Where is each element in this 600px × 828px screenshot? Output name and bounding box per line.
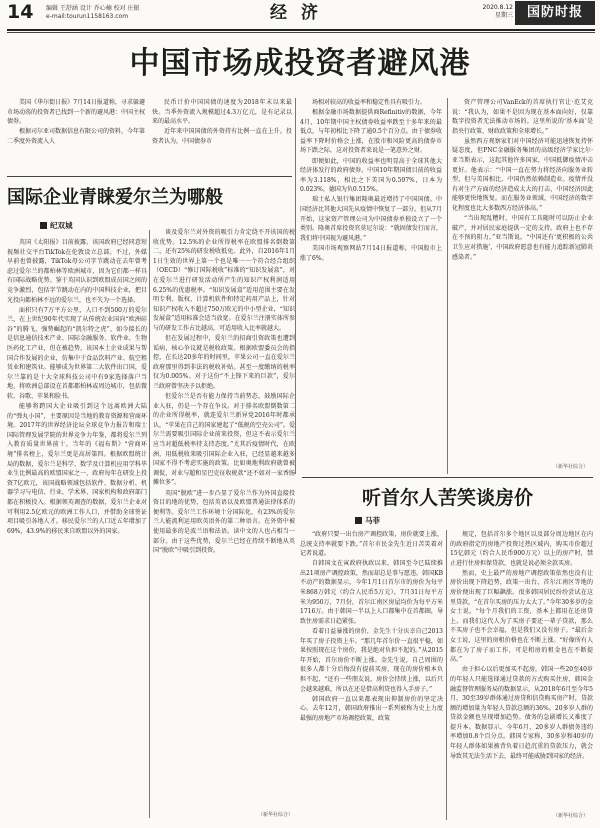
lead-column-3 (300, 98, 442, 474)
column-divider (446, 530, 447, 820)
paragraph: 根据金融市场数据提供商Refinitiv的数据，今年4月，10年期中国主权债券收益率跌至十多年来的最低点，与年初相比下降了逾0.5个百分点。由于债券收益率下降时价格会上涨，在股市和风险更高的债券市场下跌之际，这对投资者来说是一笔意外之财。 (300, 109, 442, 155)
paragraph: 韩国政府一直以来都表现出抑制房价的坚定决心。去年12月，韩国政府推出一系列被称为史上力度最强的房地产市场调控政策，政策 (300, 695, 443, 722)
paragraph: 能够将跨国大企业吸引到这个远离欧洲大陆的“弹丸小国”，主要原因是当地的教育资源和营商环境。2017年的世界经济论坛全球竞争力报告和瑞士国际管理发展学院的世界竞争力年鉴，都将爱尔兰列入教育质量世界前十。当年的《福布斯》“营商环境”排名榜上，爱尔兰更是高居第四。根据欧盟统计局的数据，爱尔兰是科学、数学及计算机应用学科毕业生比例最高的欧盟国家之一，政府每年在研发上投资7亿欧元，该国战略领域包括软件、数据分析、机器学习与电信、行业、学术界、国家机构和政府部门都在积极投入。根据领英调查的数据，爱尔兰企业对可利用2.5亿欧元的欧洲工作人口，并借助全球签证项目吸引各地人才。移民爱尔兰的人口近五年增加了69%，43.9%的移民来自欧盟以外的国家。 (7, 403, 147, 535)
paragraph: 规定，包括首尔多个地区以及部分周边地区在内的政府指定的房地产投资过热区域内，购买市价超过15亿韩元（约合人民币900万元）以上的房产时，禁止进行住房担保贷款，也就是说必须全款买房。 (450, 531, 593, 567)
paragraph: 根据司尔亚司数据信息有限公司的资料，今年第二季度外资流入人 (7, 128, 145, 145)
ireland-article-title: 国际企业青睐爱尔兰为哪般 (7, 187, 223, 208)
korea-source: （新华社综合） (553, 813, 589, 819)
date-value: 2020.8.12 (482, 4, 513, 11)
lead-source: （新华社综合） (553, 464, 589, 470)
ireland-byline (40, 221, 73, 231)
paragraph: 资产管理公司VanEck的首席执行官让·范艾克说：“我认为，如果不是因为现在基本面向好，仅靠数字投资者无法推动市场的。这里所说的‘基本面’是指央行政策、财政政策和全球增长。” (452, 99, 593, 135)
korea-byline (355, 516, 380, 526)
lead-column-4 (452, 98, 593, 464)
paragraph: 面积只有7万平方公里，人口不到500万的爱尔兰，在上世纪90年代实现了从传统农业国向“欧洲硅谷”的腾飞，强势崛起的“凯尔特之虎”，如今接长的是信息通信技术产业、国际金融服务、软件业、生物医药化工产业，但在被趋势，该国本土企业成果与帮国合作发展的企业，仿集中于食品饮料产业、航空租赁业和建筑业。能够成为世界第二大软件出口国，爱尔兰靠的是十大全球科技公司中有9家选择落户当地，将欧洲总部设在首都都柏林或周边城市，包括微软、谷歌、苹果和脸书。 (7, 306, 147, 400)
paragraph: 场相对较高的收益率和稳定性具有吸引力。 (312, 99, 427, 106)
article-top-rule (7, 176, 292, 177)
korea-article-title: 听首尔人苦笑谈房价 (361, 487, 533, 509)
paragraph: 民币计价中国国债的速度为2018年末以来最快。当季外资流入规模超过4.3万亿元，是有记录以来的最高水平。 (152, 99, 292, 126)
main-headline: 中国市场成投资者避风港 (129, 46, 471, 81)
paragraph: 但爱尔兰是否有能力保持当前势态，鼓励国际企业入驻，仍是一个存在争议。对于排名欧盟倒数第二的企业所得税率，就连爱尔兰新异党2016年时都承认，“苹果在自己的国家建起了“低税的空壳公司”。爱尔兰需要吸引国际企业前来投资，但这不表示爱尔兰应当对超低税率持支持态度。”尤其后疫情时代，在欧洲，用低税收来吸引国际企业入驻，已经显越来越多国家不得不考虑实施的政策。比如奥地利政府就曾被调侃，对业与超和星巴克征收税款“还不如对一家香肠摊位多”。 (153, 393, 295, 487)
column-divider (149, 230, 150, 818)
paragraph: “政府只要一出台房产调控政策，房价就要上涨，总统支持率就要下跌。”首尔市民金先生近日苦笑着对记者说道。 (300, 531, 443, 558)
email-line: e-mail:tourun1158163.com (46, 13, 129, 20)
editor-credits (46, 5, 140, 21)
byline-square-icon (40, 222, 47, 229)
paragraph: 美国市场观察网站7月14日报道称，中国股市上涨了6%。 (300, 244, 442, 262)
paragraph: 自韩国文在寅政府执政以来，韩国至今已陆续推出21项房产调控政策，然而却总是事与愿违。韩国KB不动产的数据显示，今年1月1日首尔市的房价为每平米868万韩元（约合人民币5万元），7月31日每平方米为950万，7月份，首尔江南区房屋均价为每平方米1716万。由于韩国一半以上人口都集中在首都圈，导致住房需求日趋紧张。 (300, 560, 443, 625)
paragraph: 由于担心以后更加买不起房，韩国一些20至40岁的年轻人只能选择通过贷款的方式购买住房，韩国金融监督管理服务局的数据显示，从2018年6月至今年5月，30至39岁群体通过房贷和信贷购买房产时，贷款额的增加量为年轻人贷款总额的36%。20多岁人群的贷款金额也呈现增加趋势。债务的急剧增长又难度了提升本。数据显示，今年6月，20多岁人群债务违约率增加0.8个百分点。韩国专家称，30多岁和40岁的年轻人群体如果被背负着日趋沉重的贷款压力，就会导致其无法生活下去，最终可能威胁到国家的经济。 (450, 666, 593, 760)
paragraph: “当出现乱糟时，中国有工具随时可以防止企业破产，并对居民家庭提供一定的支持。政府上也不存在不预的阻力，”亚当斯说。“中国还有‘更积极的公共卫生应对措施’，中国政府愿意也有能力追踪新冠肺炎感染者。” (452, 215, 593, 261)
paragraph: 近年来中国国债的外资持有比例一直在上升。投资者认为，中国债券市 (152, 128, 292, 145)
header-rule (7, 29, 595, 31)
ireland-column-2 (153, 228, 295, 808)
column-divider (447, 98, 448, 474)
column-divider (295, 98, 296, 474)
paragraph: 看着日益暴涨的房价，金先生十分庆幸自己2013年买了房子投资上车。“那几年首尔价一直很平稳，如果按照现在这个房价，我是绝对负担不起的。”从2015年开始，首尔房价不断上涨。金先生说，自己周围的很多人都十分后悔没有提前买房，现在的房价根本负担不起，“还有一些朋友说，房价会持续上涨，以后只会越来越难，所以在还是借高利贷也得入手房子。” (300, 627, 443, 693)
issue-date (473, 4, 513, 20)
article-top-rule (302, 477, 593, 478)
lead-column-2 (152, 98, 292, 168)
paragraph: 英国《太阳报》目前披露，该国政府已经同意短视频社交平台TikTok在伦敦设立总部。不过，外媒早前也曾披露，TikTok母公司字节跳动在去年曾考虑过爱尔兰的都柏林等欧洲城市，因为它们都一样具有国际战略优势。鉴于英国认识到欧盟成员国之间的竞争激烈，包括字节跳动在内的中国科技企业，把目光投向都柏林不远的爱尔兰，也不失为一个选择。 (7, 239, 147, 304)
paragraph: 英国“脱欧”进一步凸显了爱尔兰作为外国直接投资目的地的优势，包括英语以及欧盟普通法律体系的便利等。爱尔兰工作环境十分国际化，有23%的爱尔兰人能流利运用欧英语外的第二种语言。在外资中被使用最多的是波兰语和法语。读中文的人也占相当一部分。由于这些优势，爱尔兰已经在持续不断地从英国“脱欧”中吸引到投资。 (153, 489, 295, 555)
section-title: 经 济 (270, 3, 322, 23)
ireland-source: （新华社综合） (258, 812, 294, 818)
author-name: 纪双城 (50, 221, 73, 230)
paragraph: 虽然西方观察家们对中国经济可能迅速恢复持怀疑态度，但PNC金融服务集团的高级经济学家比尔·亚当斯表示，这起其他许多国家，中国抵御疫情冲击更好。他表示：“中国一直在努力将经济向服务业转型，但与美国相比，中国仍然依赖制造业。疫情并没有对生产方面的经济造成太大的打击，中国经济因此能够更快地恢复。而在服务业领域，中国经济的数字化程度也比大多数西方经济体高。” (452, 137, 593, 213)
paragraph: 然而，史上最严的房地产调控政策依然也没有让房价出现下降趋势，政策一出台，首尔江南区等地的房价便出现了巨幅飙涨。很多韩国居民纷纷尝试在这里贷款，“在首尔买房的压力太大了。”今年30多岁的金女士说，“每个月我们的工资，基本上都用在还房贷上。而我们这代人为了买房子要还一辈子贷款，那么不买房子也不会幸福，但是我们又没有房子。“最后金女士说，这里的房租价格也在不断上涨。“好像所有人都在为了房子而工作，可是租房的租金也在不断提高。” (450, 569, 593, 664)
paragraph: 美国《华尔街日报》7月14日报道称，寻求躲避市场动荡的投资者已找到一个新的避风港：中国主权债券。 (7, 99, 145, 126)
newspaper-masthead: 国防时报 (515, 1, 595, 25)
korea-column-2 (450, 530, 593, 812)
paragraph: 瑞士私人银行集团隆奥最近增持了中国国债。中国经济比其他大国先从疫情中恢复了一部分。但从7月开始，这家资产管理公司为中国债券单独设立了一个类别。隆奥首席投资官莫尼尔说：“就固债发行而言，我们将中国视为避风港。” (300, 196, 442, 242)
ireland-column-1 (7, 238, 147, 818)
page-header (0, 0, 600, 36)
editor-line: 编辑 王舒涵 设计 乔心楠 校对 庄振 (46, 5, 140, 12)
header-rule-thin (7, 32, 595, 33)
lead-column-1 (7, 98, 145, 168)
korea-column-1 (300, 530, 443, 820)
paragraph: 即便如此，中国的收益率也明显高于全球其他大经济体发行的政府债券。中国10年期国债目前的收益率为3.118%，相比之下美国为0.597%，日本为0.023%，德国为负0.515%。 (300, 157, 442, 194)
paragraph: 谈及爱尔兰对外资的吸引力肯定绕不开该国的税收优势。12.5%的企业所得税率在欧盟排名倒数第二，还有25%的研发税收抵免。此外，自2016年1月1日生效的世界上第一个也是唯一一个符合经合组织（OECD）“修订国际税收”标准的“知识发展盒”，对在爱尔兰进行研发活动所产生的知识产权利润适用6.25%的优惠税率。“知识发展盒”适用范围主要在发明专利、版权、计算机软件和特定药用产品上，针对知识产权收入不超过750万欧元的中小型企业，“知识发展盒”适用标准会适当放宽。在爱尔兰注册实体所参与的研发工作占比越高，可适用收入比率就越大。 (153, 229, 295, 332)
paragraph: 但在发展过程中，爱尔兰的招商引资政策也遭到诟病，核心争议就是税收政策。根据欧盟委员会的指控，在长达20多年的时间里，苹果公司一直在爱尔兰政府那里得到非法的税收补贴。甚至一度缴纳的税率仅为0.005%。对于这份“不上锋下来的巨款”，爱尔兰政府曾坚决予以拒绝。 (153, 335, 295, 390)
author-name: 马菲 (365, 516, 380, 525)
page-number: 14 (7, 1, 34, 23)
byline-square-icon (355, 517, 362, 524)
weekday-value: 星期三 (494, 12, 513, 19)
